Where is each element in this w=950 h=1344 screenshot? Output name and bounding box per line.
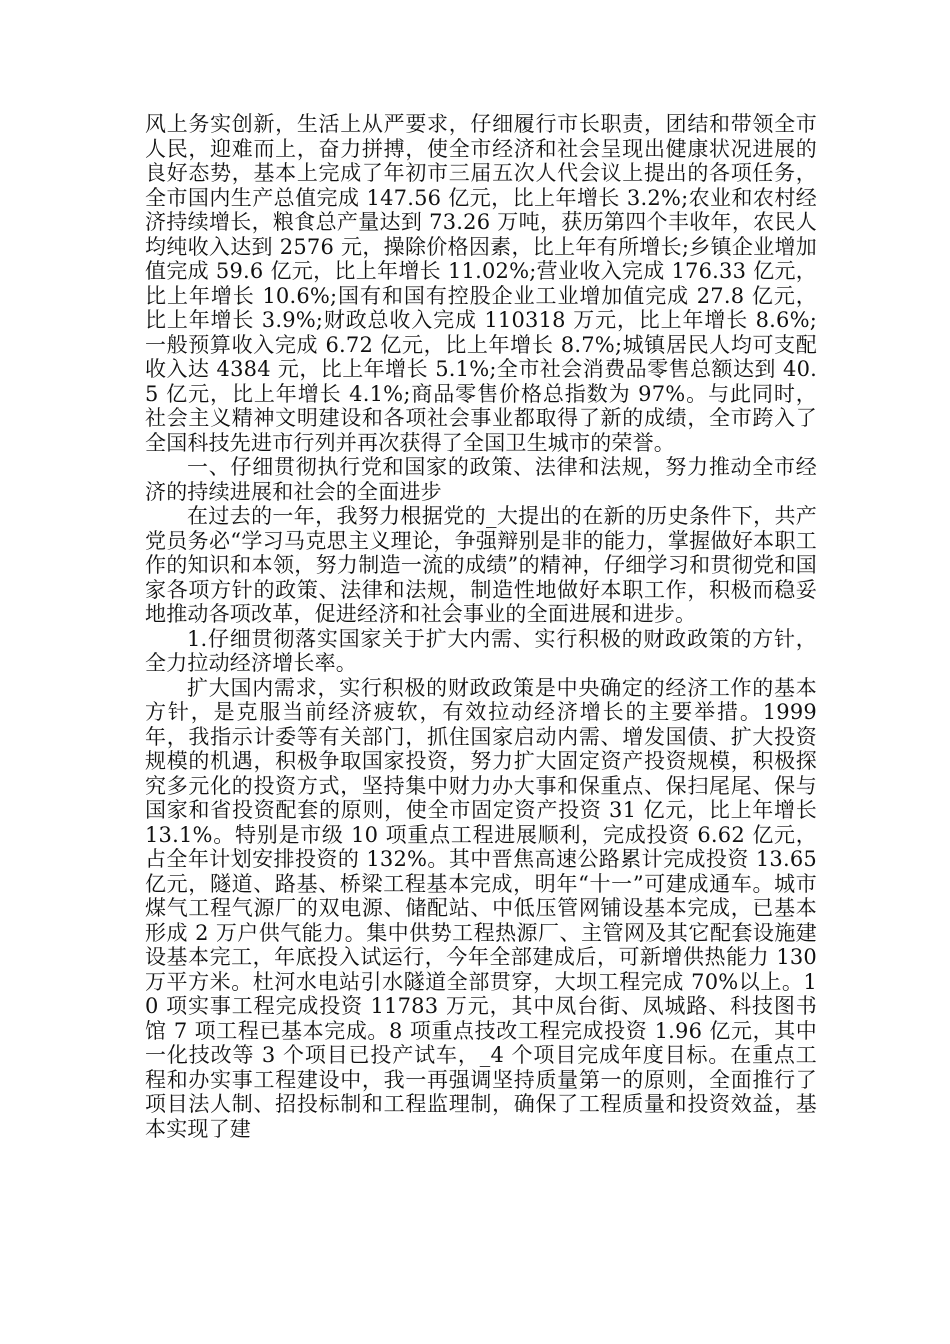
document-body [145,112,824,1141]
paragraph-opening-summary: 风上务实创新，生活上从严要求，仔细履行市长职责，团结和带领全市人民，迎难而上，奋力拼搏，使全市经济和社会呈现出健康状况进展的良好态势，基本上完成了年初市三届五次人代会议上提出的各项任务，全市国内生产总值完成 147.56 亿元，比上年增长 3.2%;农业和农村经济持续增长，粮食总产量达到 73.26 万吨，获历第四个丰收年，农民人均纯收入达到 2576 元，操除价格因素，比上年有所增长;乡镇企业增加值完成 59.6 亿元，比上年增长 11.02%;营业收入完成 176.33 亿元，比上年增长 10.6%;国有和国有控股企业工业增加值完成 27.8 亿元，比上年增长 3.9%;财政总收入完成 110318 万元，比上年增长 8.6%;一般预算收入完成 6.72 亿元，比上年增长 8.7%;城镇居民人均可支配收入达 4384 元，比上年增长 5.1%;全市社会消费品零售总额达到 40.5 亿元，比上年增长 4.1%;商品零售价格总指数为 97%。与此同时，社会主义精神文明建设和各项社会事业都取得了新的成绩，全市跨入了全国科技先进市行列并再次获得了全国卫生城市的荣誉。 [145,112,817,455]
paragraph-past-year: 在过去的一年，我努力根据党的_大提出的在新的历史条件下，共产党员务必“学习马克思主义理论，争强辩别是非的能力，掌握做好本职工作的知识和本领，努力制造一流的成绩”的精神，仔细学习和贯彻党和国家各项方针的政策、法律和法规，制造性地做好本职工作，积极而稳妥地推动各项改革，促进经济和社会事业的全面进展和进步。 [145,504,817,626]
section-heading-one: 一、仔细贯彻执行党和国家的政策、法律和法规，努力推动全市经济的持续进展和社会的全面进步 [145,455,817,504]
paragraph-domestic-demand: 扩大国内需求，实行积极的财政政策是中央确定的经济工作的基本方针，是克服当前经济疲软，有效拉动经济增长的主要举措。1999 年，我指示计委等有关部门，抓住国家启动内需、增发国债、扩大投资规模的机遇，积极争取国家投资，努力扩大固定资产投资规模，积极探究多元化的投资方式，坚持集中财力办大事和保重点、保扫尾尾、保与国家和省投资配套的原则，使全市固定资产投资 31 亿元，比上年增长 13.1%。特别是市级 10 项重点工程进展顺利，完成投资 6.62 亿元，占全年计划安排投资的 132%。其中晋焦高速公路累计完成投资 13.65 亿元，隧道、路基、桥梁工程基本完成，明年“十一”可建成通车。城市煤气工程气源厂的双电源、储配站、中低压管网铺设基本完成，已基本形成 2 万户供气能力。集中供势工程热源厂、主管网及其它配套设施建设基本完工，年底投入试运行，今年全部建成后，可新增供热能力 130 万平方米。杜河水电站引水隧道全部贯穿，大坝工程完成 70%以上。10 项实事工程完成投资 11783 万元，其中凤台街、凤城路、科技图书馆 7 项工程已基本完成。8 项重点技改工程完成投资 1.96 亿元，其中一化技改等 3 个项目已投产试车，_4 个项目完成年度目标。在重点工程和办实事工程建设中，我一再强调坚持质量第一的原则，全面推行了项目法人制、招投标制和工程监理制，确保了工程质量和投资效益，基本实现了建 [145,675,824,1141]
subheading-item-one: 1.仔细贯彻落实国家关于扩大内需、实行积极的财政政策的方针，全力拉动经济增长率。 [145,626,817,675]
